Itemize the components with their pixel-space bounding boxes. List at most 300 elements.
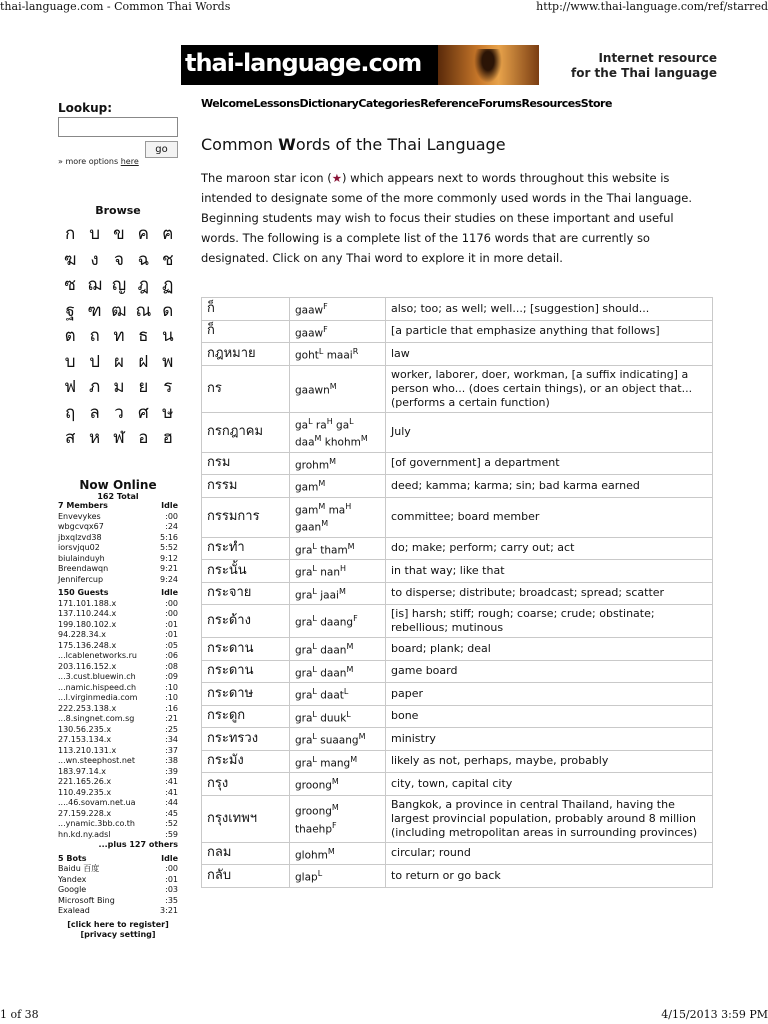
user-name: ....46.sovam.net.ua [58, 798, 136, 807]
browse-letter-link[interactable]: ป [89, 351, 100, 372]
idle-time: :21 [165, 714, 178, 723]
word-row [202, 497, 713, 537]
idle-time: 5:16 [160, 532, 178, 542]
nav-link-lessons[interactable]: Lessons [253, 97, 300, 110]
definition: worker, laborer, doer, workman, [a suffix indicating] a person who... (does certain things), or an object that... (performs a certain function) [386, 365, 713, 412]
syllable: gam [295, 481, 319, 494]
syllable: gaaw [295, 327, 324, 339]
tagline-line-2: for the Thai language [571, 66, 717, 80]
syllable: grohm [295, 459, 330, 471]
idle-time: :03 [165, 885, 178, 894]
romanization [290, 795, 386, 842]
definition: do; make; perform; carry out; act [386, 537, 713, 560]
user-name: 183.97.14.x [58, 766, 106, 776]
idle-time: :38 [165, 756, 178, 765]
word-row [202, 705, 713, 728]
bots-count: 5 Bots [58, 853, 87, 863]
browse-letter-link[interactable]: ม [113, 377, 125, 397]
romanization [290, 320, 386, 343]
idle-time: :25 [165, 724, 178, 734]
word-row [202, 605, 713, 638]
browse-letter-link[interactable]: ต [64, 326, 76, 346]
idle-time: :41 [165, 787, 178, 797]
print-header-title: thai-language.com - Common Thai Words [0, 0, 231, 13]
browse-letter-link[interactable]: ฤ [65, 402, 76, 423]
romanization [290, 865, 386, 888]
user-name: 130.56.235.x [58, 724, 112, 734]
syllable: gaaw [295, 304, 324, 317]
browse-letter-link[interactable]: ษ [162, 402, 174, 423]
main-nav [201, 97, 612, 110]
guest-row [58, 756, 178, 767]
syllable: gam [295, 504, 319, 516]
tone-mark: L [346, 709, 351, 719]
tone-mark: L [312, 687, 317, 696]
idle-header: Idle [161, 501, 178, 510]
guests-list [58, 599, 178, 841]
browse-letter-link[interactable]: อ [138, 428, 149, 448]
browse-letter-link[interactable]: พ [162, 351, 174, 372]
browse-letter-link[interactable]: ท [113, 326, 125, 346]
bot-row [58, 885, 178, 896]
romanization [290, 452, 386, 475]
browse-letter-link[interactable]: จ [113, 249, 124, 270]
browse-letter-link[interactable]: ห [88, 428, 101, 448]
member-row [58, 575, 178, 586]
browse-letter-link[interactable]: ส [65, 428, 76, 448]
word-row [202, 865, 713, 888]
idle-header: Idle [161, 853, 178, 863]
nav-link-forums[interactable]: Forums [478, 97, 522, 110]
syllable: goht [295, 349, 319, 362]
syllable: nan [320, 566, 340, 579]
thai-word-link[interactable]: กระทรวง [202, 728, 290, 751]
syllable: daa [295, 436, 315, 449]
tone-mark: M [331, 803, 339, 812]
romanization [290, 842, 386, 865]
tone-mark: M [338, 586, 346, 596]
romanization [290, 683, 386, 706]
user-name: Google [58, 885, 87, 894]
browse-letter-link[interactable]: ล [89, 402, 100, 423]
syllable: groong [295, 805, 332, 818]
guest-row [58, 683, 178, 694]
browse-letter-link[interactable]: ผ [113, 351, 124, 372]
romanization [290, 343, 386, 366]
syllable: duuk [320, 712, 347, 724]
browse-letter-link[interactable]: ฌ [87, 275, 102, 295]
tone-mark: L [312, 586, 317, 596]
definition: [a particle that emphasize anything that follows] [386, 320, 713, 343]
thai-word-link[interactable]: ก็ [202, 320, 290, 343]
word-row [202, 773, 713, 796]
browse-letter-link[interactable]: น [161, 326, 174, 346]
now-online-panel [58, 478, 178, 941]
guests-count: 150 Guests [58, 588, 109, 597]
tone-mark: M [318, 479, 326, 488]
tone-mark: H [345, 501, 352, 511]
guest-row [58, 777, 178, 788]
idle-time: :05 [165, 640, 178, 650]
thai-word-link[interactable]: กรรม [202, 475, 290, 498]
guests-more: ...plus 127 others [98, 840, 178, 849]
syllable: suaang [320, 734, 359, 747]
syllable: gra [295, 667, 313, 679]
browse-letter-link[interactable]: ฮ [162, 428, 173, 448]
syllable: gra [295, 712, 313, 724]
syllable: gra [295, 616, 313, 629]
more-options-link[interactable]: here [120, 157, 139, 166]
romanization [290, 475, 386, 498]
romanization [290, 605, 386, 638]
tone-mark: F [332, 820, 337, 830]
syllable: gra [295, 589, 313, 601]
go-button[interactable]: go [145, 141, 178, 158]
user-name: Envevykes [58, 511, 101, 521]
user-name: 171.101.188.x [58, 598, 117, 608]
user-name: jbxqlzvd38 [58, 532, 102, 542]
guest-row [58, 830, 178, 841]
intro-paragraph [201, 168, 713, 268]
user-name: 94.228.34.x [58, 630, 106, 639]
browse-letter-link[interactable]: ค [137, 224, 150, 244]
thai-word-link[interactable]: กระดาน [202, 660, 290, 683]
user-name: 113.210.131.x [58, 745, 117, 755]
nav-link-resources[interactable]: Resources [521, 97, 581, 110]
guest-row [58, 672, 178, 683]
bot-row [58, 864, 178, 875]
definition: board; plank; deal [386, 638, 713, 661]
idle-time: :00 [165, 598, 178, 608]
syllable: daat [320, 689, 344, 702]
tone-mark: L [343, 687, 349, 696]
members-list [58, 512, 178, 586]
common-words-table [201, 297, 713, 888]
guest-row [58, 819, 178, 830]
idle-time: :24 [165, 522, 178, 531]
browse-letter-link[interactable]: ฅ [162, 224, 174, 244]
title-part-2: W [278, 135, 296, 154]
definition: law [386, 343, 713, 366]
browse-letter-grid [58, 222, 182, 452]
syllable: gra [295, 757, 313, 769]
idle-time: :39 [165, 766, 178, 776]
syllable: gra [295, 566, 313, 579]
browse-letter-link[interactable]: ฏ [162, 275, 174, 295]
tone-mark: F [353, 614, 358, 624]
lookup-search-input[interactable] [58, 117, 178, 137]
thai-word-link[interactable]: กระดูก [202, 705, 290, 728]
tone-mark: L [308, 416, 313, 426]
thai-word-link[interactable]: กระนั้น [202, 560, 290, 583]
site-logo: thai-language.com [185, 49, 422, 77]
browse-letter-link[interactable]: ย [138, 377, 149, 397]
tone-mark: L [312, 564, 317, 573]
browse-letter-link[interactable]: ฉ [137, 249, 150, 270]
definition: [is] harsh; stiff; rough; coarse; crude; obstinate; rebellious; mutinous [386, 605, 713, 638]
browse-letter-link[interactable]: ช [161, 249, 174, 270]
browse-letter-link[interactable]: ง [90, 249, 99, 270]
definition: circular; round [386, 842, 713, 865]
romanization [290, 560, 386, 583]
member-row [58, 564, 178, 575]
idle-time: :09 [165, 672, 178, 681]
guest-row [58, 809, 178, 820]
tone-mark: H [326, 416, 333, 426]
thai-word-link[interactable]: กระทำ [202, 537, 290, 560]
user-name: 27.159.228.x [58, 808, 112, 818]
user-name: ...l.virginmedia.com [58, 693, 138, 702]
guest-row [58, 788, 178, 799]
syllable: mang [320, 757, 351, 769]
user-name: 27.153.134.x [58, 735, 112, 744]
nav-link-dictionary[interactable]: Dictionary [299, 97, 359, 110]
print-header-url: http://www.thai-language.com/ref/starred [536, 0, 768, 13]
user-name: Baidu 百度 [58, 864, 100, 873]
tone-mark: L [317, 869, 323, 878]
word-row [202, 365, 713, 412]
idle-time: 9:12 [160, 553, 178, 563]
thai-word-link[interactable]: กร [202, 365, 290, 412]
browse-letter-link[interactable]: ญ [111, 275, 127, 295]
thai-word-link[interactable]: กระจาย [202, 582, 290, 605]
more-options-text: » more options [58, 157, 121, 166]
browse-letter-link[interactable]: ถ [89, 326, 100, 346]
browse-letter-link[interactable]: ฬ [113, 428, 125, 448]
page-title [201, 135, 506, 154]
browse-letter-link[interactable]: ธ [138, 326, 149, 346]
browse-letter-link[interactable]: ร [163, 377, 173, 397]
idle-time: 9:24 [160, 574, 178, 584]
user-name: Exalead [58, 906, 90, 915]
tone-mark: M [321, 519, 329, 528]
tone-mark: M [314, 434, 322, 443]
now-online-title: Now Online [79, 478, 157, 492]
browse-letter-link[interactable]: ณ [135, 300, 152, 321]
tone-mark: R [352, 347, 359, 356]
user-name: 203.116.152.x [58, 661, 117, 671]
guest-row [58, 599, 178, 610]
thai-word-link[interactable]: กระดาษ [202, 683, 290, 706]
thai-word-link[interactable]: กระดาน [202, 638, 290, 661]
syllable: gra [295, 644, 313, 657]
browse-letter-link[interactable]: ฟ [64, 377, 77, 397]
romanization [290, 705, 386, 728]
thai-word-link[interactable]: กฎหมาย [202, 343, 290, 366]
bots-list [58, 864, 178, 917]
romanization [290, 773, 386, 796]
browse-letter-link[interactable]: ฐ [65, 300, 75, 321]
idle-time: :34 [165, 735, 178, 744]
browse-letter-link[interactable]: ภ [88, 377, 101, 397]
user-name: biulainduyh [58, 553, 105, 563]
syllable: thaehp [295, 823, 332, 835]
now-online-total: 162 Total [97, 492, 139, 501]
thai-word-link[interactable]: กรุงเทพฯ [202, 795, 290, 842]
user-name: ...namic.hispeed.ch [58, 682, 137, 692]
definition: deed; kamma; karma; sin; bad karma earned [386, 475, 713, 498]
word-row [202, 560, 713, 583]
romanization [290, 412, 386, 452]
register-link[interactable]: [click here to register] [67, 919, 169, 929]
idle-time: :08 [165, 661, 178, 671]
word-row [202, 842, 713, 865]
word-row [202, 638, 713, 661]
intro-text-1: The maroon star icon ( [201, 171, 332, 185]
word-row [202, 750, 713, 773]
guest-row [58, 693, 178, 704]
user-name: 110.49.235.x [58, 787, 112, 797]
nav-link-store[interactable]: Store [580, 97, 612, 110]
privacy-setting-link[interactable]: [privacy setting] [80, 930, 156, 939]
thai-word-link[interactable]: กระด้าง [202, 605, 290, 638]
user-name: 222.253.138.x [58, 703, 117, 713]
idle-time: :35 [165, 895, 178, 905]
browse-letter-link[interactable]: ซ [64, 275, 76, 295]
user-name: ...lcablenetworks.ru [58, 651, 137, 660]
thai-word-link[interactable]: กรม [202, 452, 290, 475]
romanization [290, 497, 386, 537]
syllable: tham [320, 544, 348, 556]
member-row [58, 522, 178, 533]
thai-word-link[interactable]: ก็ [202, 298, 290, 321]
lookup-label: Lookup: [58, 101, 113, 115]
maroon-star-icon: ★ [331, 171, 343, 185]
user-name: Yandex [58, 874, 87, 884]
syllable: khohm [324, 436, 361, 449]
browse-heading: Browse [95, 204, 141, 217]
definition: ministry [386, 728, 713, 751]
bot-row [58, 896, 178, 907]
romanization [290, 365, 386, 412]
title-part-1: Common [201, 135, 279, 154]
idle-header: Idle [161, 588, 178, 597]
word-row [202, 683, 713, 706]
definition: committee; board member [386, 497, 713, 537]
definition: paper [386, 683, 713, 706]
idle-time: :44 [165, 798, 178, 807]
browse-letter-link[interactable]: ศ [137, 402, 149, 423]
definition: to disperse; distribute; broadcast; spread; scatter [386, 582, 713, 605]
browse-letter-link[interactable]: ก [65, 224, 76, 244]
guest-row [58, 798, 178, 809]
romanization [290, 728, 386, 751]
browse-letter-link[interactable]: ข [113, 224, 125, 244]
more-options [58, 157, 139, 166]
members-count: 7 Members [58, 501, 108, 510]
tone-mark: F [323, 302, 328, 311]
word-row [202, 343, 713, 366]
user-name: ...wn.steephost.net [58, 756, 135, 765]
idle-time: :00 [165, 609, 178, 618]
user-name: 221.165.26.x [58, 777, 112, 786]
idle-time: :45 [165, 808, 178, 818]
guests-header [58, 588, 178, 599]
thai-word-link[interactable]: กลม [202, 842, 290, 865]
browse-letter-link[interactable]: บ [89, 224, 100, 244]
member-row [58, 533, 178, 544]
member-row [58, 512, 178, 523]
site-logo-banner[interactable] [181, 45, 539, 85]
tone-mark: M [358, 732, 366, 741]
browse-letter-link[interactable]: ฑ [87, 300, 102, 321]
word-row [202, 475, 713, 498]
user-name: hn.kd.ny.adsl [58, 829, 111, 839]
word-row [202, 582, 713, 605]
thai-word-link[interactable]: กรุง [202, 773, 290, 796]
page-count: 1 of 38 [0, 1008, 39, 1021]
nav-link-welcome[interactable]: Welcome [201, 97, 254, 110]
nav-link-reference[interactable]: Reference [420, 97, 479, 110]
thai-word-link[interactable]: กรกฎาคม [202, 412, 290, 452]
tone-mark: L [312, 732, 317, 741]
definition: July [386, 412, 713, 452]
romanization [290, 298, 386, 321]
syllable: glap [295, 871, 318, 884]
user-name: 199.180.102.x [58, 619, 117, 629]
thai-word-link[interactable]: กระมัง [202, 750, 290, 773]
idle-time: :37 [165, 745, 178, 755]
browse-letter-link[interactable]: ฒ [111, 300, 127, 321]
browse-letter-link[interactable]: ฎ [137, 275, 150, 295]
tone-mark: H [339, 564, 346, 573]
syllable: gra [295, 689, 313, 702]
idle-time: :16 [165, 703, 178, 713]
romanization [290, 750, 386, 773]
guest-row [58, 704, 178, 715]
syllable: ga [336, 419, 350, 431]
syllable: daang [320, 616, 354, 629]
tone-mark: L [312, 709, 317, 719]
members-header [58, 501, 178, 512]
tone-mark: M [346, 642, 354, 651]
tone-mark: M [329, 456, 336, 466]
member-row [58, 543, 178, 554]
syllable: daan [320, 667, 347, 679]
user-name: wbgcvqx67 [58, 522, 104, 531]
syllable: gaawn [295, 384, 330, 397]
idle-time: :00 [165, 864, 178, 873]
syllable: gra [295, 544, 313, 556]
thai-word-link[interactable]: กลับ [202, 865, 290, 888]
idle-time: :06 [165, 651, 178, 660]
idle-time: 9:21 [160, 564, 178, 573]
bot-row [58, 875, 178, 886]
browse-letter-link[interactable]: ฝ [138, 351, 149, 372]
browse-letter-link[interactable]: ฆ [63, 249, 77, 270]
bots-header [58, 854, 178, 865]
user-name: ...ynamic.3bb.co.th [58, 819, 135, 828]
nav-link-categories[interactable]: Categories [358, 97, 421, 110]
syllable: jaai [320, 589, 339, 601]
tone-mark: M [318, 501, 326, 511]
print-timestamp: 4/15/2013 3:59 PM [661, 1008, 768, 1021]
syllable: maai [326, 349, 353, 362]
guest-row [58, 609, 178, 620]
thai-word-link[interactable]: กรรมการ [202, 497, 290, 537]
romanization [290, 660, 386, 683]
tone-mark: L [312, 754, 317, 764]
romanization [290, 582, 386, 605]
browse-letter-link[interactable]: บ [64, 351, 76, 372]
browse-letter-link[interactable]: ว [114, 402, 124, 423]
bot-row [58, 906, 178, 917]
print-footer [0, 1008, 768, 1024]
browse-letter-link[interactable]: ด [162, 300, 174, 321]
user-name: 137.110.244.x [58, 609, 117, 618]
definition: in that way; like that [386, 560, 713, 583]
tone-mark: M [350, 754, 358, 764]
